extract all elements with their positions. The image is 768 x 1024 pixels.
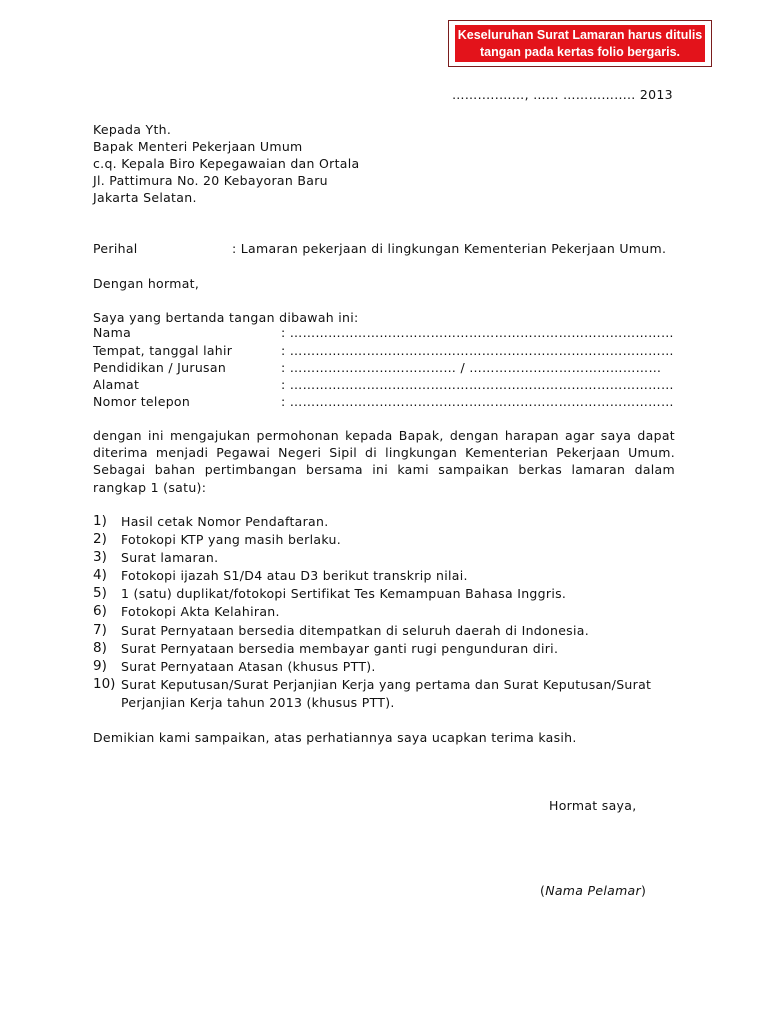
intro-text: Saya yang bertanda tangan dibawah ini:: [93, 310, 359, 325]
list-text: Surat lamaran.: [121, 550, 219, 565]
list-number: 3): [93, 549, 107, 565]
field-value-nama: : ………………………………………………………………………………: [281, 325, 674, 340]
list-number: 4): [93, 567, 107, 583]
list-text: Fotokopi Akta Kelahiran.: [121, 604, 280, 619]
subject-value: : Lamaran pekerjaan di lingkungan Kementerian Pekerjaan Umum.: [232, 241, 667, 256]
notice-box: [448, 20, 712, 67]
list-text: Surat Pernyataan bersedia ditempatkan di seluruh daerah di Indonesia.: [121, 623, 590, 638]
list-text: Fotokopi ijazah S1/D4 atau D3 berikut transkrip nilai.: [121, 568, 468, 583]
list-text: Fotokopi KTP yang masih berlaku.: [121, 532, 341, 547]
signature-paren-close: ): [640, 883, 647, 898]
list-number: 6): [93, 603, 107, 619]
notice-banner: [455, 25, 705, 62]
recipient-line: Jakarta Selatan.: [93, 190, 197, 205]
recipient-line: Bapak Menteri Pekerjaan Umum: [93, 139, 303, 154]
greeting: Dengan hormat,: [93, 276, 200, 291]
recipient-line: c.q. Kepala Biro Kepegawaian dan Ortala: [93, 156, 360, 171]
recipient-line: Jl. Pattimura No. 20 Kebayoran Baru: [93, 173, 328, 188]
notice-line-2: tangan pada kertas folio bergaris.: [479, 44, 681, 59]
list-number: 9): [93, 658, 107, 674]
list-text: Surat Pernyataan bersedia membayar ganti rugi pengunduran diri.: [121, 641, 559, 656]
signature-placeholder: [540, 882, 646, 899]
field-label-pendidikan: Pendidikan / Jurusan: [93, 360, 227, 375]
closing-text: Demikian kami sampaikan, atas perhatiannya saya ucapkan terima kasih.: [93, 730, 577, 745]
signature-paren-open: (: [540, 883, 546, 898]
field-label-ttl: Tempat, tanggal lahir: [93, 343, 233, 358]
list-text: 1 (satu) duplikat/fotokopi Sertifikat Tes Kemampuan Bahasa Inggris.: [121, 586, 567, 601]
list-number: 10): [93, 676, 116, 692]
field-label-nama: Nama: [93, 325, 132, 340]
field-value-alamat: : ………………………………………………………………………………: [281, 377, 674, 392]
list-text: Surat Keputusan/Surat Perjanjian Kerja yang pertama dan Surat Keputusan/Surat: [121, 677, 652, 692]
list-number: 1): [93, 513, 107, 529]
notice-line-1: Keseluruhan Surat Lamaran harus ditulis: [457, 27, 703, 42]
field-label-telepon: Nomor telepon: [93, 394, 191, 409]
subject-label: Perihal: [93, 241, 138, 256]
field-value-pendidikan: : ………………………………… / ………………………………………: [281, 360, 662, 375]
list-number: 5): [93, 585, 107, 601]
list-text-continued: Perjanjian Kerja tahun 2013 (khusus PTT).: [121, 695, 395, 710]
body-paragraph: dengan ini mengajukan permohonan kepada Bapak, dengan harapan agar saya dapat diterima menjadi Pegawai Negeri Sipil di lingkungan Kementerian Pekerjaan Umum. Sebagai bahan pertimbangan bersama ini kami sampaikan berkas lamaran dalam rangkap 1 (satu):: [93, 428, 675, 495]
list-text: Hasil cetak Nomor Pendaftaran.: [121, 514, 329, 529]
date-line: …….....……, …... …………..... 2013: [452, 87, 673, 102]
field-value-ttl: : ………………………………………………………………………………: [281, 343, 674, 358]
signature-name: Nama Pelamar: [545, 883, 641, 898]
field-value-telepon: : ………………………………………………………………………………: [281, 394, 674, 409]
signoff: Hormat saya,: [549, 798, 637, 813]
recipient-line: Kepada Yth.: [93, 122, 172, 137]
list-number: 2): [93, 531, 107, 547]
field-label-alamat: Alamat: [93, 377, 140, 392]
list-number: 8): [93, 640, 107, 656]
list-number: 7): [93, 622, 107, 638]
list-text: Surat Pernyataan Atasan (khusus PTT).: [121, 659, 376, 674]
